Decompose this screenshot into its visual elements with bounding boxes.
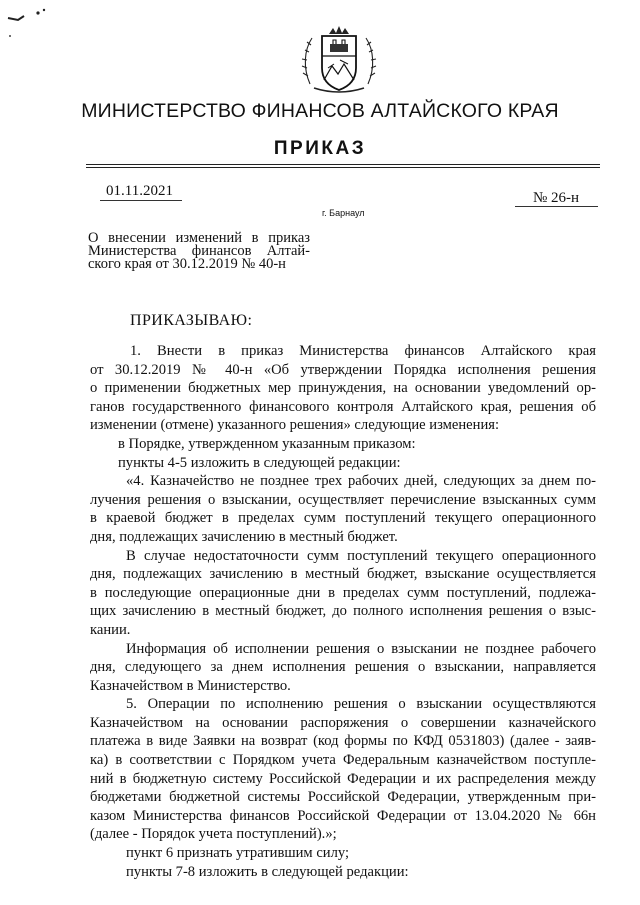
body-line: дня, подлежащих зачислению в местный бюджет, взыскание осуществляется xyxy=(90,566,596,583)
body-line: дня, следующего за днем исполнения решения о взыскании, направляется xyxy=(90,659,596,676)
body-line: ка) в соответствии с Порядком учета Федеральным казначейством поступле- xyxy=(90,752,596,769)
body-line: казом Министерства финансов Российской Федерации от 13.04.2020 № 66н xyxy=(90,807,596,824)
order-date: 01.11.2021 xyxy=(106,183,173,199)
body-line: щих зачислению в местный бюджет, до полного исполнения решения о взыс- xyxy=(90,603,596,620)
body-line: ганов государственного финансового контроля Алтайского края, решения об xyxy=(90,398,596,415)
body-line: ний в бюджетную систему Российской Федерации и их распределения между xyxy=(90,770,596,787)
subject-line: Министерства финансов Алтай- xyxy=(88,243,310,259)
body-line: (далее - Порядок учета поступлений).»; xyxy=(90,826,337,843)
body-line: лучения решения о взыскании, осуществляет перечисление взысканных сумм xyxy=(90,491,596,508)
header-rule-thick xyxy=(86,164,600,165)
body-line: В случае недостаточности сумм поступлений текущего операционного xyxy=(126,547,596,564)
body-line: Казначейством в Министерство. xyxy=(90,677,291,694)
body-line: пункты 4-5 изложить в следующей редакции: xyxy=(118,454,401,471)
ministry-name: МИНИСТЕРСТВО ФИНАНСОВ АЛТАЙСКОГО КРАЯ xyxy=(81,100,559,122)
header-rule-thin xyxy=(86,167,600,168)
document-type-title: ПРИКАЗ xyxy=(273,138,367,159)
body-line: дня, подлежащих зачислению в местный бюджет. xyxy=(90,528,398,545)
order-number: № 26-н xyxy=(533,190,580,206)
body-line: платежа в виде Заявки на возврат (код формы по КФД 0531803) (далее - заяв- xyxy=(90,733,596,750)
order-body xyxy=(90,342,596,881)
body-line: в последующие операционные дни в пределах сумм поступлений, подлежа- xyxy=(90,584,596,601)
body-line: изменении (отмене) указанного решения» следующие изменения: xyxy=(90,417,500,434)
date-underline xyxy=(100,200,182,201)
body-line: о применении бюджетных мер принуждения, на основании уведомлений ор- xyxy=(90,380,596,397)
body-line: бюджетами бюджетной системы Российской Федерации, утвержденным при- xyxy=(90,789,596,806)
altai-krai-coat-of-arms-icon xyxy=(300,22,378,98)
body-line: пункты 7-8 изложить в следующей редакции: xyxy=(126,863,409,880)
subject-line: ского края от 30.12.2019 № 40-н xyxy=(88,256,286,272)
body-line: пункт 6 признать утратившим силу; xyxy=(126,845,350,862)
body-line: 1. Внести в приказ Министерства финансов Алтайского края xyxy=(130,343,596,359)
number-underline xyxy=(515,206,598,207)
body-line: Казначейством на основании распоряжения о совершении казначейского xyxy=(90,714,596,731)
body-line: 5. Операции по исполнению решения о взыскании осуществляются xyxy=(126,696,596,713)
body-line: от 30.12.2019 № 40-н «Об утверждении Порядка исполнения решения xyxy=(90,361,596,378)
body-line: «4. Казначейство не позднее трех рабочих дней, следующих за днем по- xyxy=(126,473,596,490)
order-verb: ПРИКАЗЫВАЮ: xyxy=(130,312,253,329)
body-line: кании. xyxy=(90,621,131,638)
body-line: в Порядке, утвержденном указанным приказом: xyxy=(118,435,416,452)
city-label: г. Барнаул xyxy=(322,208,365,218)
body-line: Информация об исполнении решения о взыскании не позднее рабочего xyxy=(126,640,596,657)
scan-marks-icon xyxy=(4,4,52,38)
body-line: в краевой бюджет в пределах сумм поступлений текущего операционного xyxy=(90,510,596,527)
subject-line: О внесении изменений в приказ xyxy=(88,230,310,246)
order-subject xyxy=(88,232,310,271)
